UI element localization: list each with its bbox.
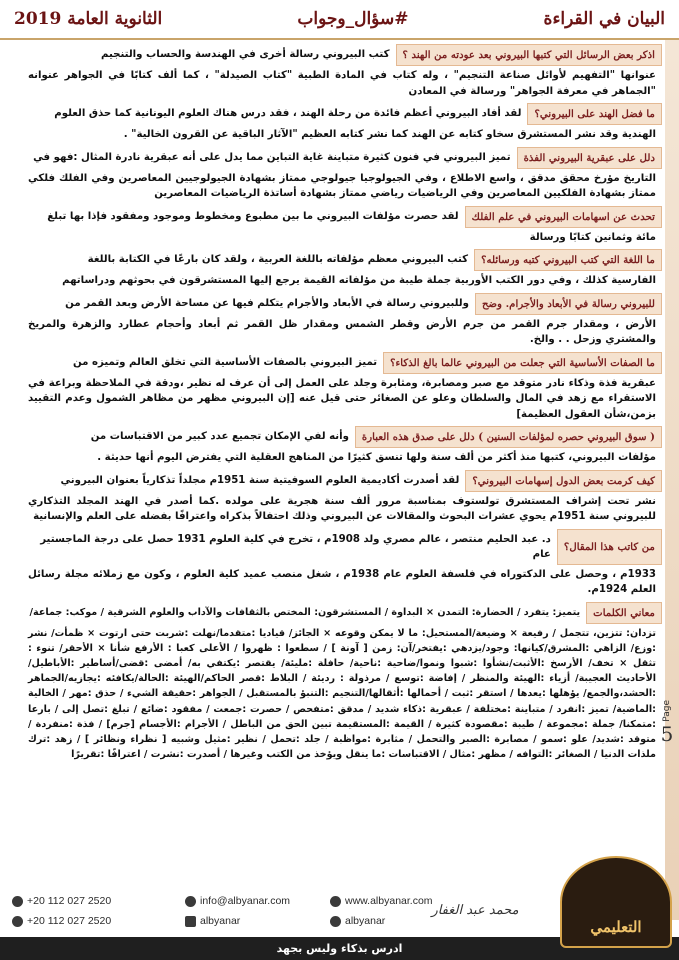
answer-text: لقد أفاد البيروني أعظم فائدة من رحلة الهند ، فقد درس هناك العلوم اليونانية كما حذق العلوم bbox=[54, 108, 522, 119]
question-label: تحدث عن اسهامات البيروني في علم الفلك bbox=[465, 206, 662, 228]
instagram-handle: albyanar bbox=[345, 915, 386, 927]
email-contact bbox=[185, 895, 290, 907]
question-label: كيف كرمت بعض الدول إسهامات البيروني؟ bbox=[465, 470, 662, 492]
answer-continuation: 1933م ، وحصل على الدكتوراه في فلسفة العلوم عام 1938م ، شغل منصب عميد كلية العلوم ، وكون مع زملائه مجلة رسائل العلم 1924م. bbox=[28, 568, 657, 595]
answer-text: تميز البيروني في فنون كثيرة متباينة غاية التباين مما يدل على أنه عبقرية نادرة المثال :فهو في bbox=[33, 151, 511, 163]
answer-continuation: نشر تحت إشراف المستشرق تولستوف بمناسبة مرور ألف سنة هجرية على مولده .كما أصدر في الهند المجلد التذكاري للبيروني سنة 1951م يحوي عشرات البحوث والمقالات عن البيروني وذلك احتفالاً بذكراه واعترافًا بفضله على العلم والإنسانية bbox=[28, 495, 656, 522]
answer-text: كتب البيروني معظم مؤلفاته باللغة العربية ، ولقد كان بارعًا في الكتابة باللغة bbox=[87, 254, 469, 265]
answer-text: وأنه لفي الإمكان تجميع عدد كبير من الاقتباسات من bbox=[90, 431, 349, 442]
email-icon bbox=[185, 896, 196, 907]
phone-icon bbox=[12, 896, 23, 907]
instagram-icon bbox=[330, 916, 341, 927]
email-address: info@albyanar.com bbox=[200, 895, 291, 907]
whatsapp-number: +20 112 027 2520 bbox=[27, 915, 112, 927]
answer-continuation: التاريخ مؤرخ محقق مدقق ، واسع الاطلاع ، وفي الجيولوجيا جيولوجي ممتاز بشهادة الجيولوجيين المعاصرين وفي الفلك فلكي ممتاز بشهادة الفلكيين المعاصرين وفي الرياضيات رياضي ممتاز بشهادة أساتذة الرياضيات المعاصرين bbox=[28, 172, 656, 199]
facebook-contact bbox=[185, 915, 240, 927]
qa-item bbox=[22, 470, 662, 527]
question-label: للبيروني رسالة في الأبعاد والأجرام. وضح bbox=[475, 293, 662, 315]
qa-item bbox=[22, 352, 662, 425]
whatsapp-contact bbox=[12, 915, 111, 927]
qa-content bbox=[22, 44, 662, 904]
answer-text: د. عبد الحليم منتصر ، عالم مصري ولد 1908م ، تخرج في كلية العلوم 1931 حصل على درجة الماجستير عام bbox=[40, 533, 551, 560]
qa-item bbox=[22, 44, 662, 101]
question-label: ما فضل الهند على البيروني؟ bbox=[527, 103, 662, 125]
page-number-value: 5 bbox=[660, 721, 674, 746]
facebook-icon bbox=[185, 916, 196, 927]
answer-continuation: مؤلفات البيروني، كتبها منذ أكثر من ألف سنة ولها تنسق كثيرًا من المناهج العقلية التي يفترض اليوم أنها حديثة . bbox=[97, 452, 656, 463]
question-label: من كاتب هذا المقال؟ bbox=[557, 529, 662, 565]
meanings-first-line: يتميز: يتفرد / الحضارة: التمدن × البداوة / المستشرقون: المختص بالثقافات والآداب والعلوم الشرقية / موكب: جماعة/ bbox=[29, 606, 581, 618]
page-word: Page bbox=[662, 700, 672, 722]
page-number bbox=[657, 700, 677, 770]
answer-text: وللبيروني رسالة في الأبعاد والأجرام يتكلم فيها عن مساحة الأرض وبعد القمر من bbox=[65, 297, 469, 309]
answer-text: لقد أصدرت أكاديمية العلوم السوفيتية سنة 1951م مجلداً تذكارياً بعنوان البيروني bbox=[60, 474, 460, 486]
phone-contact bbox=[12, 895, 111, 907]
answer-continuation: الأرض ، ومقدار جرم القمر من جرم الأرض وقطر الشمس ومقدار ظل القمر ثم أبعاد وأحجام عطارد والزهرة والمريخ والمشتري وزحل . . والخ. bbox=[28, 318, 656, 345]
header-hashtag: #سؤال_وجواب bbox=[297, 9, 409, 29]
facebook-handle: albyanar bbox=[200, 915, 241, 927]
qa-item bbox=[22, 249, 662, 291]
answer-continuation: عنوانها "التفهيم لأوائل صناعة التنجيم" ، وله كتاب في المادة الطبية "كتاب الصيدلة" ، كما ألف كتابًا في الجواهر عنوانه "الجماهر في معرفة الجواهر" ورسالة في المعادن bbox=[28, 70, 656, 97]
qa-item bbox=[22, 103, 662, 145]
qa-item bbox=[22, 426, 662, 468]
header-title: البيان في القراءة bbox=[543, 9, 665, 29]
qa-item bbox=[22, 529, 662, 600]
decorative-sidebar bbox=[665, 40, 679, 920]
answer-continuation: مائة وثمانين كتابًا ورسالة bbox=[529, 231, 656, 243]
answer-text: تميز البيروني بالصفات الأساسية التي تخلق العالم وتميزه من bbox=[72, 356, 378, 368]
answer-text: كتب البيروني رسالة أخرى في الهندسة والحساب والتنجيم bbox=[101, 49, 390, 60]
answer-continuation: عبقرية فذة وذكاء نادر متوقد مع صبر ومصابرة، ومثابرة وجلد على العمل إلى أن عرف له نظير ،ودقة في الملاحظة وبراعة في الاستقراء مع زهد في المال والسلطان وعلو عن الصغائر حتى قيل عنه [إن البيروني مظهر من مظاهر الشمول وعدم التقييد بزمن،شأن العقول العظيمة] bbox=[28, 377, 656, 420]
meanings-body: تزدان: تتزين، تتجمل / رفيعة × وضيعة/المستحيل: ما لا يمكن وقوعه × الجائز/ قياديا :متقدما/نهلت :شربت حتى ارتوت × ظمأت/ نشر :وزع/ الزاهي :المشرق/كيانها: وجود/يزدهي :يفتخر/آن: زمن [ آونة ] / سطعوا : ظهروا / الأعلى كعبا : الأرفع شأنا × الأحقر/ تنوء : تثقل × تخف/ الأرسخ :الأثبت/نشأوا :شبوا ونموا/ضاحية :ناحية/ حافلة :مليئة/ يقتصر :يكتفي به/ أمضى :قضى/أساطير :الأباطيل/الأحاديث العجيبة/ أزياء :الهيئة والمنظر / إفاضة :توسع / مرذولة : رديئة / البلاط :قصر الحاكم/الهيئة :الحالة/يكافئه :يجازيه/الجماهر :الحشد،والجمع/ يؤهلها :يعدها / استقر :ثبت / أحمالها :أثقالها/التنجيم :التنبؤ بالمستقبل / الجواهر :حقيقة الشيء / حذق :مهر / الخالية :الماضية/ تميز :انفرد / متباينة :مختلفة / عبقرية :ذكاء شديد / مدقق :متفحص / حصرت :جمعت / مفقود :ضائع / تبلغ :تصل إلى / بارعا :متمكنا/ جملة :مجموعة / طيبة :مقصودة كثيرة / القيمة :المستقيمة تبين الحق من الباطل / الأجرام :الأجسام [جرم] / فذة :منفردة / متوقد :شديد/ علو :سمو / مصابرة :الصبر والتحمل / مثابرة :مواظبة / جلد :تحمل / نظير :مثيل وشبيه [ نظراء ونظائر ] / زهد :ترك ملذات الدنيا / الصغائر :التوافه / مظهر :مثال / الاقتباسات :ما ينقل ويؤخذ من الكتب وغيرها / أصدرت :نشرت / اعترافًا :تقريرًا bbox=[28, 627, 656, 761]
question-label: ما اللغة التي كتب البيروني كتبه ورسائله؟ bbox=[474, 249, 662, 271]
author-signature: محمد عبد الغفار bbox=[431, 903, 519, 918]
qa-item bbox=[22, 147, 662, 204]
answer-continuation: الهندية وقد نشر المستشرق سخاو كتابه عن الهند كما نشر كتابه العظيم "الآثار الباقية عن القرون الخالية" . bbox=[123, 129, 656, 140]
footer-slogan: ادرس بذكاء وليس بجهد bbox=[0, 937, 679, 960]
brand-logo bbox=[560, 856, 672, 948]
qa-item bbox=[22, 206, 662, 248]
answer-continuation: الفارسية كذلك ، وفي دور الكتب الأوربية جملة طيبة من مؤلفاته القيمة يرجع إليها المستشرقون في بحوثهم ودراساتهم bbox=[62, 275, 656, 286]
whatsapp-icon bbox=[12, 916, 23, 927]
question-label: اذكر بعض الرسائل التي كتبها البيروني بعد عودته من الهند ؟ bbox=[396, 44, 662, 66]
phone-number: +20 112 027 2520 bbox=[27, 895, 112, 907]
qa-item bbox=[22, 293, 662, 350]
question-label: ما الصفات الأساسية التي جعلت من البيروني عالما بالغ الذكاء؟ bbox=[383, 352, 662, 374]
website-url: www.albyanar.com bbox=[345, 895, 433, 907]
meanings-section bbox=[22, 602, 662, 765]
page-header bbox=[0, 0, 679, 40]
question-label: ( سوق البيروني حصره لمؤلفات السنين ) دلل على صدق هذه العبارة bbox=[355, 426, 662, 448]
website-contact bbox=[330, 895, 433, 907]
answer-text: لقد حصرت مؤلفات البيروني ما بين مطبوع ومخطوط وموجود ومفقود فإذا بها تبلغ bbox=[47, 210, 459, 222]
instagram-contact bbox=[330, 915, 385, 927]
logo-text: التعليمي bbox=[590, 918, 642, 936]
header-year-title: الثانوية العامة 2019 bbox=[14, 9, 163, 29]
meanings-label: معاني الكلمات bbox=[586, 602, 662, 624]
question-label: دلل على عبقرية البيروني الفذة bbox=[517, 147, 662, 169]
globe-icon bbox=[330, 896, 341, 907]
